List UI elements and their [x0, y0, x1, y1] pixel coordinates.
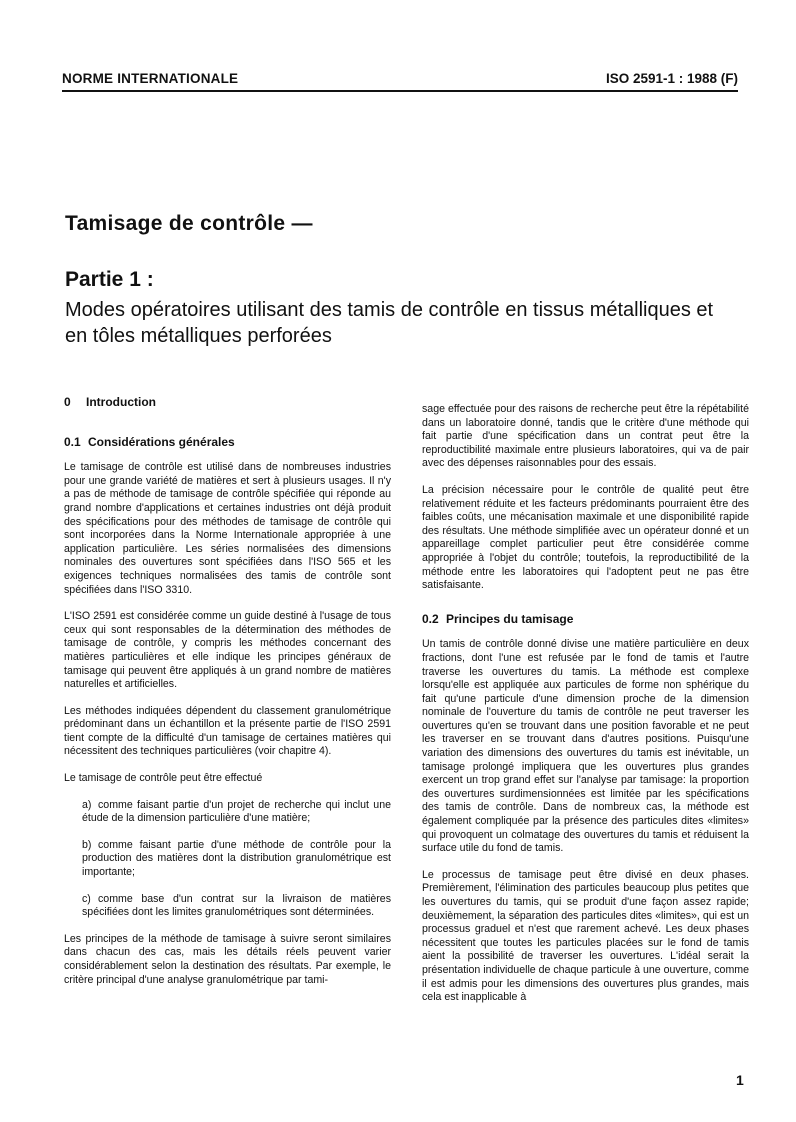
list-item: [64, 839, 391, 880]
part-heading: Partie 1 :: [65, 268, 154, 291]
section-number: 0: [64, 395, 71, 409]
document-title: Tamisage de contrôle —: [65, 212, 313, 235]
paragraph: L'ISO 2591 est considérée comme un guide destiné à l'usage de tous ceux qui sont responsables de la détermination des méthodes de tamisage de contrôle, y compris les méthodes concernant des matières particulières et elle indique les principes généraux de tamisage qui peuvent être appliqués à un grand nombre de matières naturelles et artificielles.: [64, 610, 391, 691]
list-text: comme faisant partie d'une méthode de contrôle pour la production des matières dont la distribution granulométrique est importante;: [82, 838, 391, 879]
page-number: 1: [736, 1072, 744, 1088]
list-item: [64, 893, 391, 920]
paragraph: La précision nécessaire pour le contrôle de qualité peut être relativement réduite et les facteurs prédominants pourraient être des faibles coûts, une mécanisation maximale et une disponibilité rapide des résultats. Une méthode simplifiée avec un opérateur donné et un appareillage complet particulier peut être considérée comme appropriée à l'objet du contrôle; toutefois, la reproductibilité de la méthode entre les laboratoires qui l'adoptent peut ne pas être satisfaisante.: [422, 483, 749, 592]
list-item: [64, 799, 391, 826]
section-title: Considérations générales: [88, 434, 235, 449]
paragraph: Le processus de tamisage peut être divisé en deux phases. Premièrement, l'élimination des particules beaucoup plus petites que les ouvertures du tamis, qui se produit d'une façon assez rapide; deuxièmement, la séparation des particules dites «limites», qui est un processus graduel et n'est que rarement achevé. Les deux phases nécessitent que toutes les particules placées sur le fond de tamis aient la possibilité de traverser les ouvertures. L'idéal serait la présentation individuelle de chaque particule à une ouverture, comme il est admis pour les dimensions des ouvertures plus grandes, mais cela est inapplicable à: [422, 868, 749, 1004]
list-text: comme faisant partie d'un projet de recherche qui inclut une étude de la dimension particulière d'une matière;: [82, 798, 391, 825]
document-subtitle: Modes opératoires utilisant des tamis de contrôle en tissus métalliques et en tôles métalliques perforées: [65, 299, 714, 347]
paragraph: Le tamisage de contrôle peut être effectué: [64, 772, 263, 785]
section-title: Introduction: [86, 395, 156, 409]
section-0-1-heading: [64, 436, 391, 450]
list-text: comme base d'un contrat sur la livraison de matières spécifiées dont les limites granulométriques sont déterminées.: [82, 892, 391, 919]
section-title: Principes du tamisage: [446, 611, 574, 626]
section-number: 0.1: [64, 434, 81, 449]
header-standard-type: NORME INTERNATIONALE: [62, 71, 239, 86]
list-label: b): [82, 838, 92, 851]
paragraph: sage effectuée pour des raisons de recherche peut être la répétabilité dans un laboratoire donné, tandis que le critère d'une méthode qui fait partie d'une spécification dans un contrat peut être la reproductibilité maximale entre plusieurs laboratoires, qui va de pair avec des dépenses raisonnables pour des essais.: [422, 403, 749, 470]
list-label: a): [82, 798, 92, 811]
paragraph: Les principes de la méthode de tamisage à suivre seront similaires dans chacun des cas, mais les détails réels peuvent varier considérablement selon la destination des résultats. Par exemple, le critère principal d'une analyse granulométrique par tami-: [64, 932, 391, 986]
list-label: c): [82, 892, 91, 905]
section-number: 0.2: [422, 611, 439, 626]
paragraph: Le tamisage de contrôle est utilisé dans de nombreuses industries pour une grande variété de matières et sert à plusieurs usages. Il n'y a pas de méthode de tamisage de contrôle spécifiée qui réponde au grand nombre d'applications et certaines industries ont déjà produit des spécifications pour des méthodes de tamisage de contrôle qui sont incorporées dans la Norme Internationale appropriée à une application particulière. Les séries normalisées des dimensions nominales des ouvertures sont spécifiées dans l'ISO 565 et les exigences techniques normalisées des tamis de contrôle sont spécifiées dans l'ISO 3310.: [64, 461, 391, 596]
paragraph: Les méthodes indiquées dépendent du classement granulométrique prédominant dans un échantillon et la présente partie de l'ISO 2591 tient compte de la difficulté d'un tamisage de certaines matières qui nécessitent des techniques particulières (voir chapitre 4).: [64, 704, 391, 758]
section-0-2-heading: [422, 613, 749, 627]
paragraph: Un tamis de contrôle donné divise une matière particulière en deux fractions, dont l'une est refusée par le fond de tamis et l'autre traverse les ouvertures du tamis. La méthode est complexe lorsqu'elle est appliquée aux particules de forme non sphérique du fait qu'une particule d'une dimension proche de la dimension nominale de l'ouverture du tamis de contrôle ne peut traverser les ouvertures qu'en se trouvant dans une position favorable et ne peut les traverser en se trouvant dans d'autres positions. Puisqu'une variation des dimensions des ouvertures du tamis est inévitable, un tamisage prolongé impliquera que les ouvertures plus grandes exercent un trop grand effet sur l'analyse par tamisage: la proportion des ouvertures surdimensionnées est limitée par les spécifications des tamis de contrôle. Dans de nombreux cas, la méthode est également compliquée par la présence des particules dites «limites» qui provoquent un colmatage des ouvertures du tamis et réduisent la surface utile du fond de tamis.: [422, 638, 749, 855]
section-0-heading: [64, 396, 391, 410]
left-column: [64, 396, 391, 1000]
right-column: [422, 403, 749, 1018]
header-standard-number: ISO 2591-1 : 1988 (F): [605, 71, 738, 86]
page-header: [62, 68, 738, 92]
